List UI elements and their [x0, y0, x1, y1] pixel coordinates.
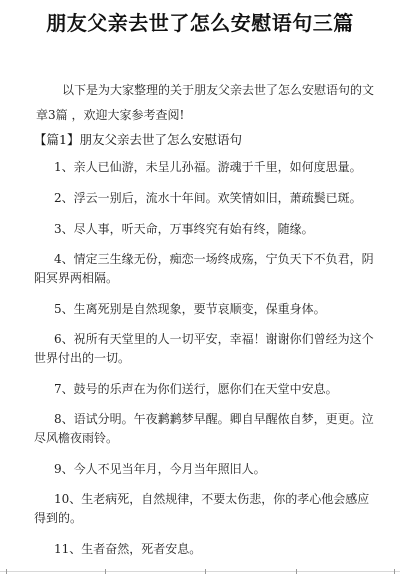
list-item: 6、祝所有天堂里的人一切平安，幸福！谢谢你们曾经为这个世界付出的一切。: [34, 332, 374, 365]
rule-tick: [296, 569, 297, 574]
rule-tick: [105, 569, 106, 574]
list-item: 4、情定三生缘无份，痴恋一场终成殇，宁负天下不负君，阴阳冥界两相隔。: [34, 252, 374, 285]
rule-tick: [205, 569, 206, 574]
list-item: 1、亲人已仙游，未呈儿孙福。游魂于千里，如何度思量。: [54, 160, 362, 174]
list-item: 11、生者奋然，死者安息。: [54, 542, 202, 556]
page-bottom-rule: [0, 571, 400, 572]
list-item: 5、生离死别是自然现象，要节哀顺变，保重身体。: [54, 302, 326, 316]
rule-tick: [394, 569, 395, 574]
list-item: 9、今人不见当年月，今月当年照旧人。: [54, 462, 266, 476]
rule-tick: [6, 569, 7, 574]
list-item: 7、鼓号的乐声在为你们送行，愿你们在天堂中安息。: [54, 382, 338, 396]
list-item: 2、浮云一别后，流水十年间。欢笑情如旧，萧疏鬓已斑。: [54, 191, 362, 205]
intro-paragraph: 以下是为大家整理的关于朋友父亲去世了怎么安慰语句的文章3篇 ，欢迎大家参考查阅!: [36, 83, 375, 122]
page-title: 朋友父亲去世了怎么安慰语句三篇: [46, 11, 354, 35]
list-item: 10、生老病死，自然规律，不要太伤悲，你的孝心他会感应得到的。: [34, 492, 370, 525]
quote-list: [34, 157, 380, 559]
list-item: 3、尽人事，听天命，万事终究有始有终，随缘。: [54, 222, 314, 236]
section-heading: 【篇1】朋友父亲去世了怎么安慰语句: [34, 132, 242, 147]
list-item: 8、语试分明。午夜鹣鹣梦早醒。卿自早醒侬自梦，更更。泣尽风檐夜雨铃。: [34, 412, 374, 445]
